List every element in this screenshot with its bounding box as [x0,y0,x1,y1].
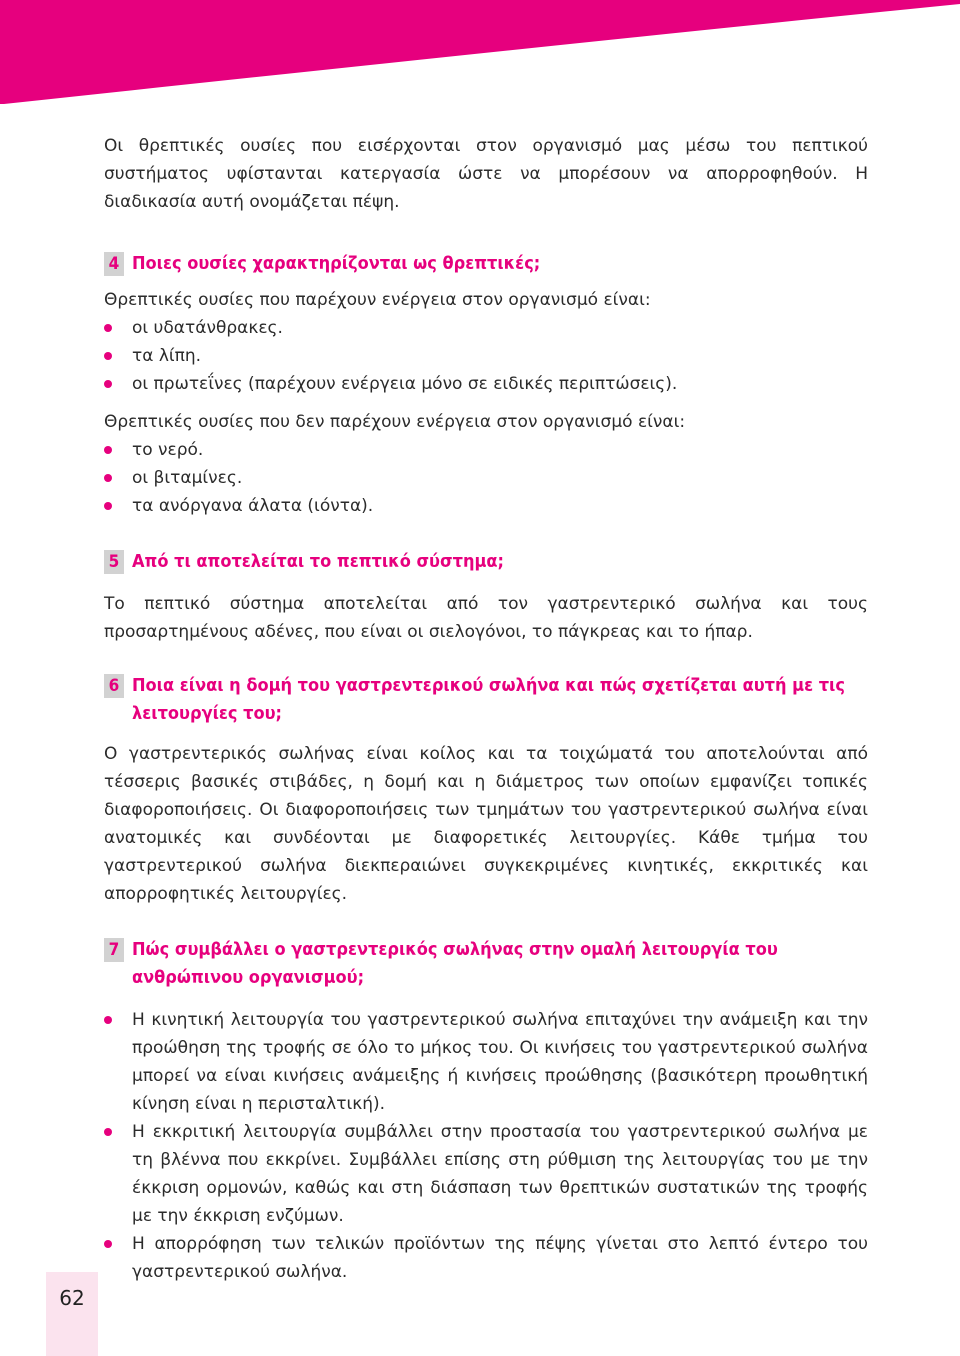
question-7-list [104,1006,868,1286]
page-content [104,132,868,1286]
bullet-icon [104,1240,112,1248]
list-item: τα λίπη. [104,342,868,370]
question-6-answer: Ο γαστρεντερικός σωλήνας είναι κοίλος και τα τοιχώματά του αποτελούνται από τέσσερις βασικές στιβάδες, η δομή και η διάμετρος των οποίων εμφανίζει τοπικές διαφοροποιήσεις. Οι διαφοροποιήσεις των τμημάτων του γαστρεντερικού σωλήνα είναι ανατομικές και συνδέονται με διαφορετικές λειτουργίες. Κάθε τμήμα του γαστρεντερικού σωλήνα διεκπεραιώνει συγκεκριμένες κινητικές, εκκριτικές και απορροφητικές λειτουργίες. [104,744,868,904]
bullet-icon [104,1128,112,1136]
question-4-heading [104,250,868,278]
bullet-icon [104,380,112,388]
intro-paragraph: Οι θρεπτικές ουσίες που εισέρχονται στον οργανισμό μας μέσω του πεπτικού συστήματος υφίστανται κατεργασία ώστε να μπορέσουν να απορροφηθούν. Η διαδικασία αυτή ονομάζεται πέψη. [104,136,868,212]
question-6-number: 6 [104,674,124,698]
question-5-heading [104,548,868,576]
noenergy-intro: Θρεπτικές ουσίες που δεν παρέχουν ενέργεια στον οργανισμό είναι: [104,412,686,432]
question-5-title: Από τι αποτελείται το πεπτικό σύστημα; [132,551,504,572]
bullet-icon [104,1016,112,1024]
question-5-answer: Το πεπτικό σύστημα αποτελείται από τον γαστρεντερικό σωλήνα και τους προσαρτημένους αδένες, που είναι οι σιελογόνοι, το πάγκρεας και το ήπαρ. [104,594,868,642]
question-7-title: Πώς συμβάλλει ο γαστρεντερικός σωλήνας στην ομαλή λειτουργία του ανθρώπινου οργανισμού; [132,939,778,988]
list-item: οι βιταμίνες. [104,464,868,492]
list-item: Η κινητική λειτουργία του γαστρεντερικού σωλήνα επιταχύνει την ανάμειξη και την προώθηση της τροφής σε όλο το μήκος του. Οι κινήσεις του γαστρεντερικού σωλήνα μπορεί να είναι κινήσεις ανάμειξης ή κινήσεις προώθησης (βασικότερη προωθητική κίνηση είναι η περισταλτική). [104,1006,868,1118]
noenergy-list [104,436,868,520]
list-item: οι υδατάνθρακες. [104,314,868,342]
question-4-title: Ποιες ουσίες χαρακτηρίζονται ως θρεπτικές; [132,253,541,274]
question-6-title: Ποια είναι η δομή του γαστρεντερικού σωλήνα και πώς σχετίζεται αυτή με τις λειτουργίες του; [132,675,845,724]
question-5-number: 5 [104,550,124,574]
header-banner [0,0,960,110]
bullet-icon [104,502,112,510]
bullet-icon [104,474,112,482]
question-7-heading [104,936,868,992]
bullet-icon [104,324,112,332]
question-7-number: 7 [104,938,124,962]
list-item: τα ανόργανα άλατα (ιόντα). [104,492,868,520]
energy-list [104,314,868,398]
page-number-box [46,1272,98,1356]
list-item: οι πρωτεΐνες (παρέχουν ενέργεια μόνο σε ειδικές περιπτώσεις). [104,370,868,398]
page-number: 62 [59,1286,85,1310]
list-item: Η εκκριτική λειτουργία συμβάλλει στην προστασία του γαστρεντερικού σωλήνα με τη βλέννα που εκκρίνει. Συμβάλλει επίσης στη ρύθμιση της λειτουργίας του με την έκκριση ορμονών, καθώς και στη διάσπαση των θρεπτικών συστατικών της τροφής με την έκκριση ενζύμων. [104,1118,868,1230]
question-4-number: 4 [104,252,124,276]
bullet-icon [104,352,112,360]
list-item: Η απορρόφηση των τελικών προϊόντων της πέψης γίνεται στο λεπτό έντερο του γαστρεντερικού σωλήνα. [104,1230,868,1286]
energy-intro: Θρεπτικές ουσίες που παρέχουν ενέργεια στον οργανισμό είναι: [104,290,651,310]
question-6-heading [104,672,868,728]
list-item: το νερό. [104,436,868,464]
bullet-icon [104,446,112,454]
